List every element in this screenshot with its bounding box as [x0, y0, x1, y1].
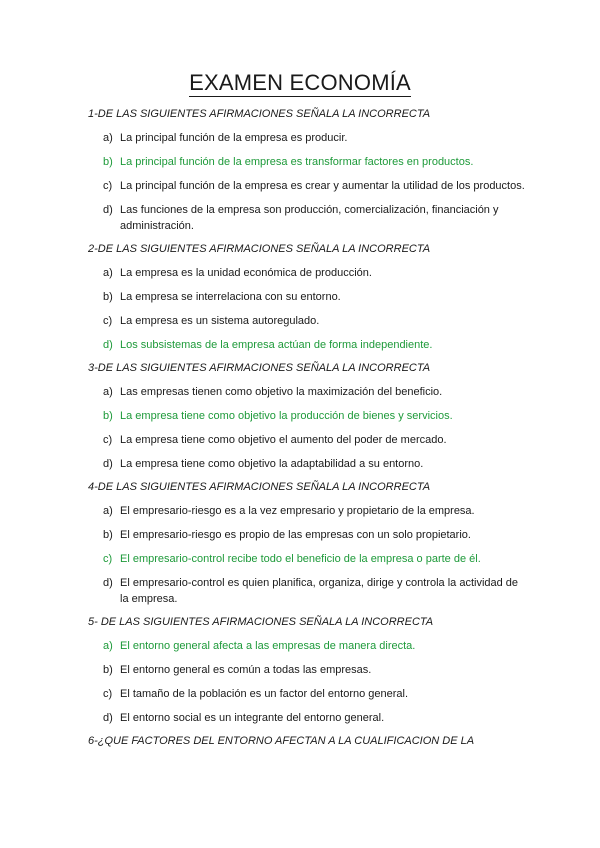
option-letter: c)	[103, 553, 113, 565]
option-list	[88, 638, 528, 726]
page-title-text: EXAMEN ECONOMÍA	[189, 70, 411, 95]
option-letter: a)	[103, 505, 113, 517]
option-letter: b)	[103, 156, 113, 168]
option-letter: d)	[103, 458, 113, 470]
option-item	[88, 130, 528, 146]
option-item	[88, 178, 528, 194]
option-letter: d)	[103, 204, 113, 216]
option-item	[88, 202, 528, 234]
option-letter: a)	[103, 132, 113, 144]
option-letter: c)	[103, 688, 113, 700]
question-heading: 3-DE LAS SIGUIENTES AFIRMACIONES SEÑALA LA INCORRECTA	[88, 362, 431, 374]
question-heading: 6-¿QUE FACTORES DEL ENTORNO AFECTAN A LA CUALIFICACION DE LA	[88, 735, 475, 747]
option-text: Las empresas tienen como objetivo la maximización del beneficio.	[120, 386, 443, 398]
option-text: El entorno general afecta a las empresas de manera directa.	[120, 640, 416, 652]
option-text: El entorno social es un integrante del entorno general.	[120, 712, 385, 724]
option-list	[88, 130, 528, 234]
option-letter: d)	[103, 339, 113, 351]
option-text: La principal función de la empresa es producir.	[120, 132, 348, 144]
option-item	[88, 432, 528, 448]
option-text: El empresario-riesgo es a la vez empresario y propietario de la empresa.	[120, 505, 475, 517]
question-heading: 1-DE LAS SIGUIENTES AFIRMACIONES SEÑALA LA INCORRECTA	[88, 108, 431, 120]
option-item	[88, 686, 528, 702]
option-letter: d)	[103, 577, 113, 589]
option-text: El empresario-control recibe todo el beneficio de la empresa o parte de él.	[120, 553, 481, 565]
option-item	[88, 638, 528, 654]
option-item	[88, 551, 528, 567]
option-letter: b)	[103, 410, 113, 422]
option-item	[88, 503, 528, 519]
option-list	[88, 265, 528, 353]
option-text: El tamaño de la población es un factor del entorno general.	[120, 688, 409, 700]
option-text: La empresa es un sistema autoregulado.	[120, 315, 320, 327]
option-letter: a)	[103, 386, 113, 398]
option-letter: a)	[103, 267, 113, 279]
option-item	[88, 337, 528, 353]
option-text: Los subsistemas de la empresa actúan de forma independiente.	[120, 339, 433, 351]
option-item	[88, 456, 528, 472]
option-item	[88, 154, 528, 170]
exam-content	[88, 107, 528, 757]
option-text: La empresa tiene como objetivo el aumento del poder de mercado.	[120, 434, 447, 446]
option-text: La principal función de la empresa es transformar factores en productos.	[120, 156, 474, 168]
option-letter: b)	[103, 664, 113, 676]
question-heading: 4-DE LAS SIGUIENTES AFIRMACIONES SEÑALA LA INCORRECTA	[88, 481, 431, 493]
option-item	[88, 527, 528, 543]
option-item	[88, 408, 528, 424]
option-letter: c)	[103, 315, 113, 327]
option-letter: c)	[103, 180, 113, 192]
option-list	[88, 384, 528, 472]
option-list	[88, 503, 528, 607]
option-item	[88, 710, 528, 726]
option-item	[88, 313, 528, 329]
option-letter: b)	[103, 291, 113, 303]
page-title	[0, 70, 600, 96]
option-letter: d)	[103, 712, 113, 724]
option-text: La empresa tiene como objetivo la producción de bienes y servicios.	[120, 410, 453, 422]
option-item	[88, 265, 528, 281]
option-text: El empresario-control es quien planifica, organiza, dirige y controla la actividad de la empresa.	[120, 577, 519, 605]
option-letter: c)	[103, 434, 113, 446]
option-item	[88, 575, 528, 607]
option-text: Las funciones de la empresa son producción, comercialización, financiación y administración.	[120, 204, 499, 232]
option-item	[88, 662, 528, 678]
option-letter: b)	[103, 529, 113, 541]
question-heading: 5- DE LAS SIGUIENTES AFIRMACIONES SEÑALA LA INCORRECTA	[88, 616, 434, 628]
option-text: La empresa se interrelaciona con su entorno.	[120, 291, 341, 303]
option-letter: a)	[103, 640, 113, 652]
option-text: La empresa tiene como objetivo la adaptabilidad a su entorno.	[120, 458, 424, 470]
option-text: El entorno general es común a todas las empresas.	[120, 664, 372, 676]
option-item	[88, 384, 528, 400]
question-heading: 2-DE LAS SIGUIENTES AFIRMACIONES SEÑALA LA INCORRECTA	[88, 243, 431, 255]
option-text: El empresario-riesgo es propio de las empresas con un solo propietario.	[120, 529, 471, 541]
option-text: La empresa es la unidad económica de producción.	[120, 267, 372, 279]
option-item	[88, 289, 528, 305]
option-text: La principal función de la empresa es crear y aumentar la utilidad de los productos.	[120, 180, 525, 192]
